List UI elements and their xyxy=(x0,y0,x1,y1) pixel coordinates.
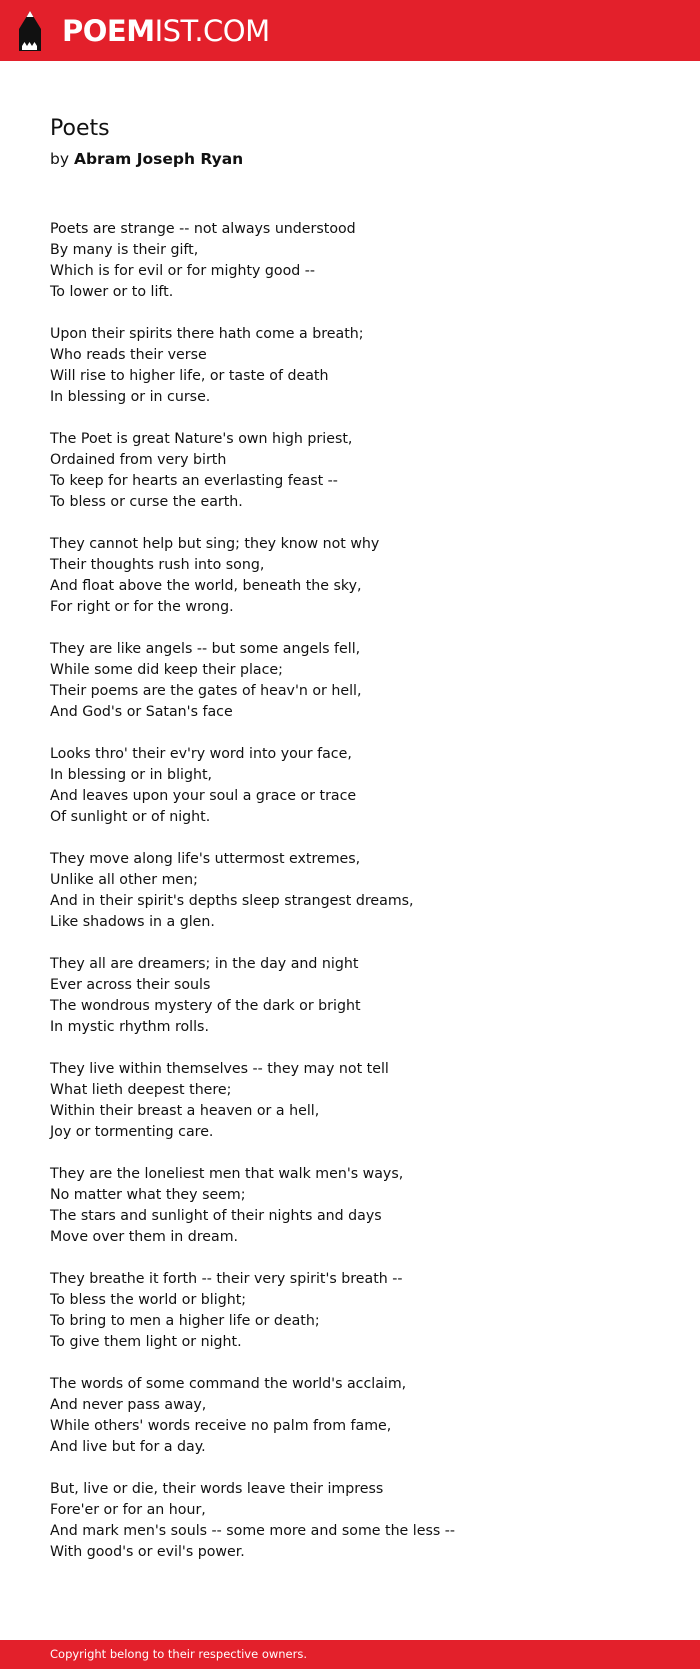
poem-line: Their thoughts rush into song, xyxy=(50,557,265,573)
poem-line: Fore'er or for an hour, xyxy=(50,1502,206,1518)
poem-line: And mark men's souls -- some more and some the less -- xyxy=(50,1523,456,1539)
poem-line: Ever across their souls xyxy=(50,977,211,993)
poem-line: And God's or Satan's face xyxy=(50,704,233,720)
poem-stanza xyxy=(50,744,670,828)
poem-line: What lieth deepest there; xyxy=(50,1082,232,1098)
site-logo-link[interactable] xyxy=(18,10,270,52)
poem-stanza xyxy=(50,1059,670,1143)
poem-line: To keep for hearts an everlasting feast -- xyxy=(50,473,338,489)
poem-line: Ordained from very birth xyxy=(50,452,227,468)
poem-line: Within their breast a heaven or a hell, xyxy=(50,1103,320,1119)
byline xyxy=(50,148,243,170)
poem-line: Who reads their verse xyxy=(50,347,207,363)
poem-line: With good's or evil's power. xyxy=(50,1544,245,1560)
poem-line: In blessing or in curse. xyxy=(50,389,211,405)
poem-line: They are like angels -- but some angels fell, xyxy=(50,641,361,657)
poem-line: While others' words receive no palm from fame, xyxy=(50,1418,392,1434)
poem-line: To bless or curse the earth. xyxy=(50,494,243,510)
poem-line: While some did keep their place; xyxy=(50,662,283,678)
poem-line: The stars and sunlight of their nights and days xyxy=(50,1208,382,1224)
logo-text-bold: POEM xyxy=(62,14,155,48)
poem-line: The Poet is great Nature's own high priest, xyxy=(50,431,353,447)
poem-line: And leaves upon your soul a grace or trace xyxy=(50,788,357,804)
poem-title: Poets xyxy=(50,116,110,141)
poem-line: To give them light or night. xyxy=(50,1334,242,1350)
byline-prefix: by xyxy=(50,150,70,168)
site-footer xyxy=(0,1640,700,1669)
poem-line: But, live or die, their words leave their impress xyxy=(50,1481,384,1497)
poem-line: Joy or tormenting care. xyxy=(50,1124,214,1140)
poem-line: Move over them in dream. xyxy=(50,1229,239,1245)
poem-line: And never pass away, xyxy=(50,1397,207,1413)
poem-stanza xyxy=(50,1269,670,1353)
poem-line: They live within themselves -- they may not tell xyxy=(50,1061,389,1077)
poem-line: And float above the world, beneath the sky, xyxy=(50,578,362,594)
pencil-icon xyxy=(18,10,42,52)
poem-line: No matter what they seem; xyxy=(50,1187,246,1203)
poem-stanza xyxy=(50,1164,670,1248)
poem-stanza xyxy=(50,534,670,618)
poem-stanza xyxy=(50,1479,670,1563)
poem-line: They breathe it forth -- their very spirit's breath -- xyxy=(50,1271,403,1287)
poem-line: Of sunlight or of night. xyxy=(50,809,211,825)
poem-body xyxy=(50,219,670,1584)
poem-stanza xyxy=(50,1374,670,1458)
site-logo-text xyxy=(62,10,270,52)
poem-line: To bring to men a higher life or death; xyxy=(50,1313,320,1329)
poem-line: In mystic rhythm rolls. xyxy=(50,1019,209,1035)
poem-line: In blessing or in blight, xyxy=(50,767,213,783)
poem-line: Unlike all other men; xyxy=(50,872,198,888)
poem-stanza xyxy=(50,324,670,408)
poem-stanza xyxy=(50,639,670,723)
poem-stanza xyxy=(50,954,670,1038)
poem-author: Abram Joseph Ryan xyxy=(73,150,244,168)
poem-stanza xyxy=(50,849,670,933)
poem-line: For right or for the wrong. xyxy=(50,599,234,615)
poem-line: They move along life's uttermost extremes, xyxy=(50,851,361,867)
poem-line: To lower or to lift. xyxy=(50,284,174,300)
poem-line: Like shadows in a glen. xyxy=(50,914,215,930)
poem-line: The wondrous mystery of the dark or bright xyxy=(50,998,361,1014)
poem-line: By many is their gift, xyxy=(50,242,199,258)
poem-line: And live but for a day. xyxy=(50,1439,206,1455)
poem-line: They all are dreamers; in the day and night xyxy=(50,956,359,972)
poem-stanza xyxy=(50,219,670,303)
site-header xyxy=(0,0,700,61)
poem-stanza xyxy=(50,429,670,513)
poem-line: And in their spirit's depths sleep strangest dreams, xyxy=(50,893,414,909)
poem-line: Upon their spirits there hath come a breath; xyxy=(50,326,364,342)
poem-line: Which is for evil or for mighty good -- xyxy=(50,263,316,279)
poem-line: Their poems are the gates of heav'n or hell, xyxy=(50,683,362,699)
poem-line: To bless the world or blight; xyxy=(50,1292,247,1308)
copyright-notice: Copyright belong to their respective owners. xyxy=(50,1647,308,1661)
poem-line: They cannot help but sing; they know not why xyxy=(50,536,380,552)
poem-line: The words of some command the world's acclaim, xyxy=(50,1376,407,1392)
poem-line: Looks thro' their ev'ry word into your face, xyxy=(50,746,352,762)
poem-line: They are the loneliest men that walk men's ways, xyxy=(50,1166,404,1182)
logo-text-light: IST.COM xyxy=(154,14,270,48)
poem-line: Poets are strange -- not always understood xyxy=(50,221,356,237)
poem-line: Will rise to higher life, or taste of death xyxy=(50,368,329,384)
